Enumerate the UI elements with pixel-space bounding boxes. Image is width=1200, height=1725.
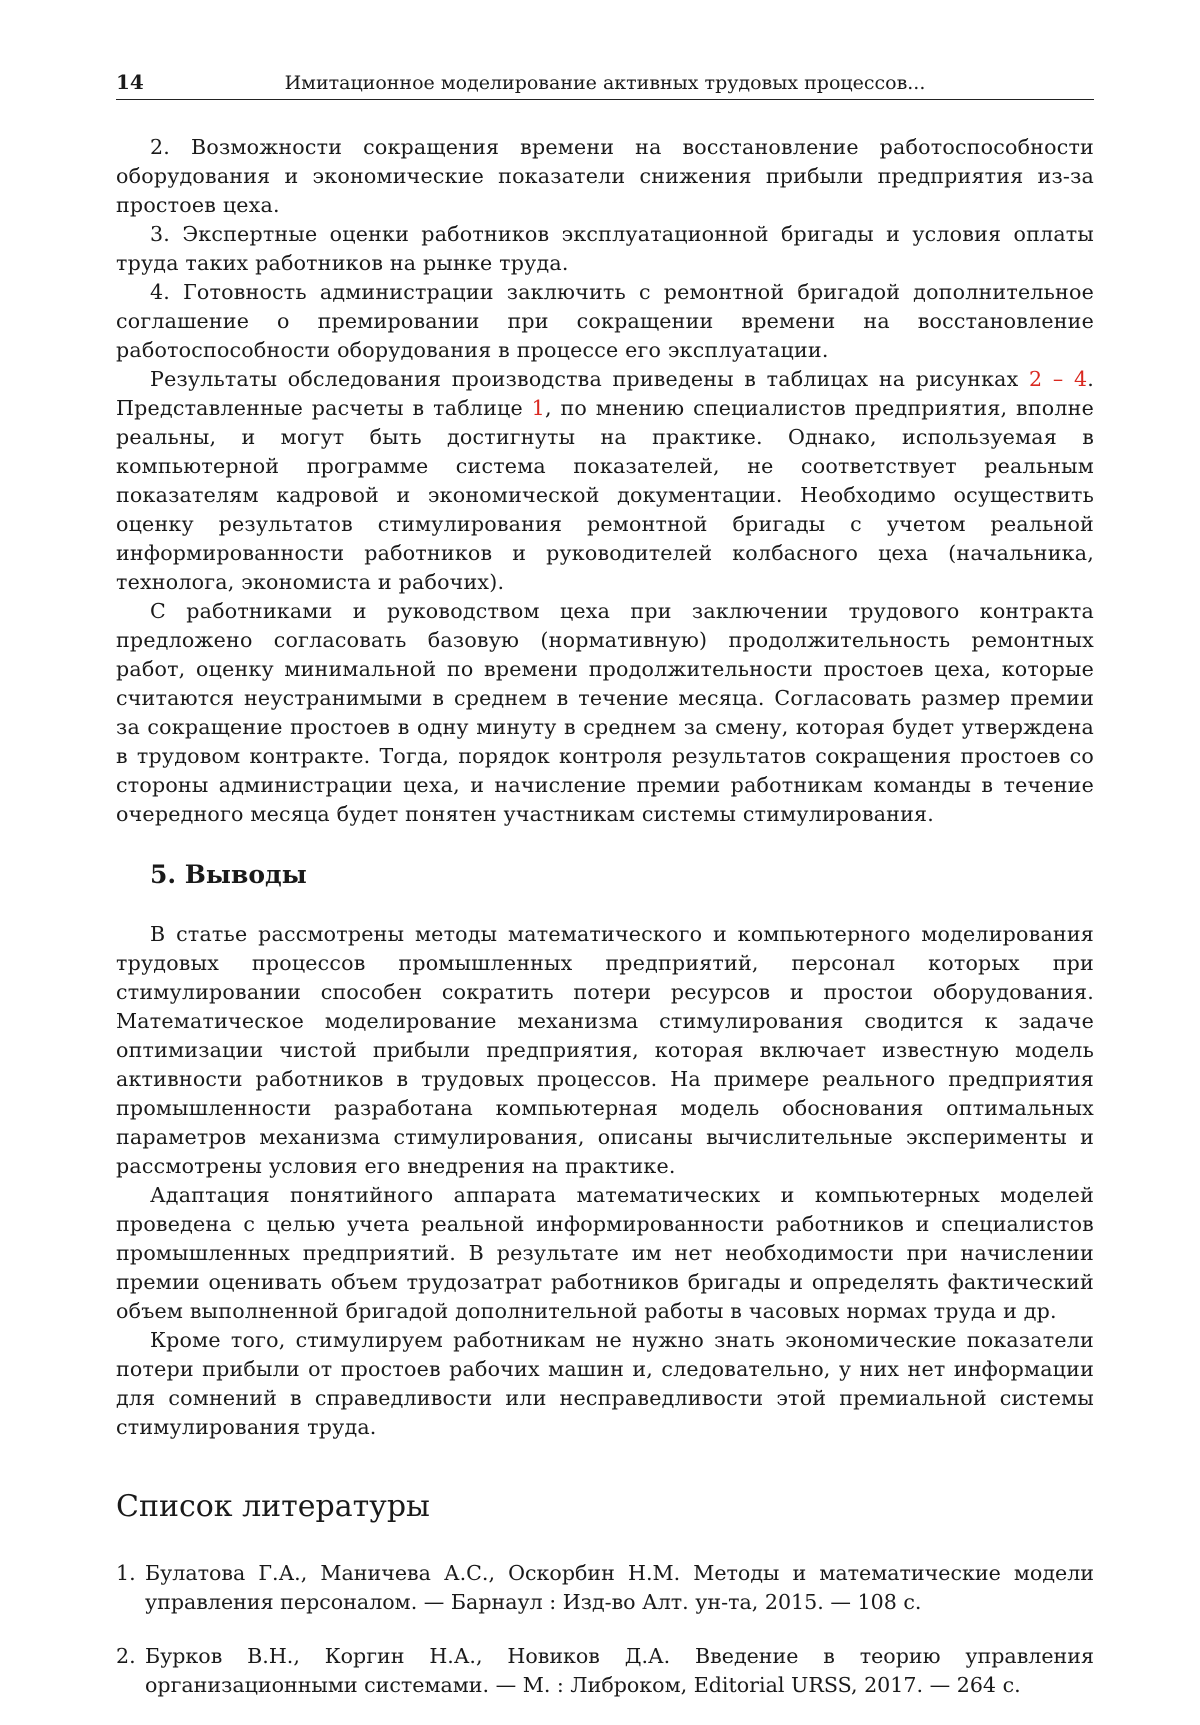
page-number: 14	[116, 70, 144, 94]
references-list	[116, 1559, 1094, 1700]
running-title: Имитационное моделирование активных трудовых процессов...	[284, 72, 926, 94]
paragraph-item-3: 3. Экспертные оценки работников эксплуатационной бригады и условия оплаты труда таких работников на рынке труда.	[116, 222, 1094, 275]
reference-number: 2.	[116, 1644, 136, 1668]
spacer	[116, 895, 1094, 920]
body-text	[116, 100, 1094, 1700]
figure-reference-link[interactable]: 2	[1029, 367, 1043, 391]
section-heading-conclusions: 5. Выводы	[150, 860, 307, 889]
text-segment: , по мнению специалистов предприятия, вполне реальны, и могут быть достигнуты на практике. Однако, используемая в компьютерной программе система показателей, не соответствует реальным показателям кадровой и экономической документации. Необходимо осуществить оценку результатов стимулирования ремонтной бригады с учетом реальной информированности работников и руководителей колбасного цеха (начальника, технолога, экономиста и рабочих).	[116, 396, 1094, 594]
reference-text: Бурков В.Н., Коргин Н.А., Новиков Д.А. Введение в теорию управления организационными системами. — М. : Либроком, Editorial URSS, 2017. — 264 с.	[145, 1644, 1094, 1697]
paragraph-item-2: 2. Возможности сокращения времени на восстановление работоспособности оборудования и экономические показатели снижения прибыли предприятия из-за простоев цеха.	[116, 135, 1094, 217]
table-reference-link[interactable]: 1	[531, 396, 545, 420]
paragraph-conclusions-3: Кроме того, стимулируем работникам не нужно знать экономические показатели потери прибыли от простоев рабочих машин и, следовательно, у них нет информации для сомнений в справедливости или несправедливости этой премиальной системы стимулирования труда.	[116, 1328, 1094, 1439]
reference-number: 1.	[116, 1561, 136, 1585]
paragraph-conclusions-2: Адаптация понятийного аппарата математических и компьютерных моделей проведена с целью учета реальной информированности работников и специалистов промышленных предприятий. В результате им нет необходимости при начислении премии оценивать объем трудозатрат работников бригады и определять фактический объем выполненной бригадой дополнительной работы в часовых нормах труда и др.	[116, 1183, 1094, 1323]
figure-reference-link[interactable]: 4	[1073, 367, 1088, 391]
paragraph-results	[116, 365, 1094, 597]
page	[116, 70, 1094, 1725]
text-segment: –	[1042, 367, 1074, 391]
references-heading: Список литературы	[116, 1489, 430, 1524]
paragraph-contract: С работниками и руководством цеха при заключении трудового контракта предложено согласовать базовую (нормативную) продолжительность ремонтных работ, оценку минимальной по времени продолжительности простоев цеха, которые считаются неустранимыми в среднем в течение месяца. Согласовать размер премии за сокращение простоев в одну минуту в среднем за смену, которая будет утверждена в трудовом контракте. Тогда, порядок контроля результатов сокращения простоев со стороны администрации цеха, и начисление премии работникам команды в течение очередного месяца будет понятен участникам системы стимулирования.	[116, 599, 1094, 826]
reference-item	[116, 1642, 1094, 1700]
text-segment: . Представленные расчеты в таблице	[116, 367, 1095, 420]
reference-item	[116, 1559, 1094, 1617]
paragraph-item-4: 4. Готовность администрации заключить с ремонтной бригадой дополнительное соглашение о премировании при сокращении времени на восстановление работоспособности оборудования в процессе его эксплуатации.	[116, 280, 1094, 362]
reference-text: Булатова Г.А., Маничева А.С., Оскорбин Н.М. Методы и математические модели управления персоналом. — Барнаул : Изд-во Алт. ун-та, 2015. — 108 с.	[145, 1561, 1094, 1614]
paragraph-conclusions-1: В статье рассмотрены методы математического и компьютерного моделирования трудовых процессов промышленных предприятий, персонал которых при стимулировании способен сократить потери ресурсов и простои оборудования. Математическое моделирование механизма стимулирования сводится к задаче оптимизации чистой прибыли предприятия, которая включает известную модель активности работников в трудовых процессов. На примере реального предприятия промышленности разработана компьютерная модель обоснования оптимальных параметров механизма стимулирования, описаны вычислительные эксперименты и рассмотрены условия его внедрения на практике.	[116, 922, 1094, 1178]
text-segment: Результаты обследования производства приведены в таблицах на рисунках	[150, 367, 1030, 391]
running-header	[116, 70, 1094, 100]
